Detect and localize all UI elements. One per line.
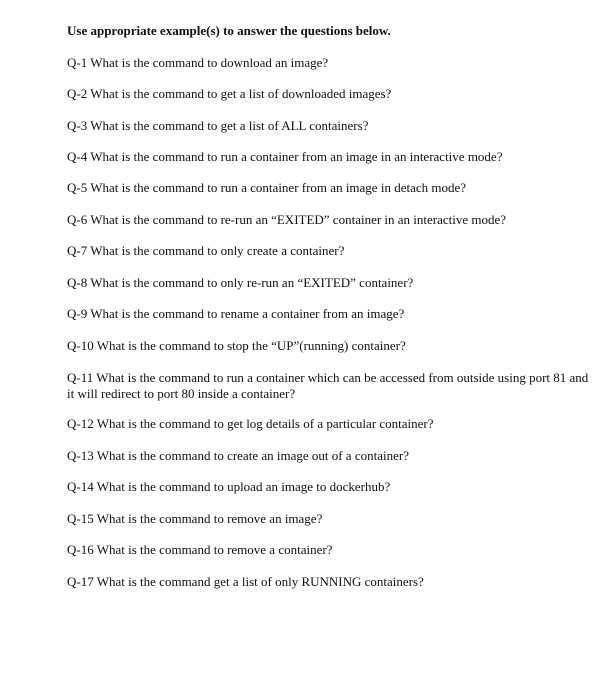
question-3: Q-3 What is the command to get a list of ALL containers?: [67, 118, 369, 133]
question-13: Q-13 What is the command to create an image out of a container?: [67, 448, 409, 463]
question-12: Q-12 What is the command to get log details of a particular container?: [67, 416, 434, 431]
question-14: Q-14 What is the command to upload an image to dockerhub?: [67, 479, 391, 494]
question-17: Q-17 What is the command get a list of only RUNNING containers?: [67, 574, 424, 589]
question-1: Q-1 What is the command to download an image?: [67, 55, 329, 70]
instructions-heading: Use appropriate example(s) to answer the questions below.: [67, 23, 391, 38]
question-5: Q-5 What is the command to run a container from an image in detach mode?: [67, 180, 467, 195]
question-7: Q-7 What is the command to only create a container?: [67, 243, 345, 258]
question-15: Q-15 What is the command to remove an image?: [67, 511, 323, 526]
question-9: Q-9 What is the command to rename a container from an image?: [67, 306, 405, 321]
question-6: Q-6 What is the command to re-run an “EXITED” container in an interactive mode?: [67, 212, 507, 227]
question-11: Q-11 What is the command to run a container which can be accessed from outside using port 81 and it will redirect to port 80 inside a container?: [67, 370, 589, 401]
question-4: Q-4 What is the command to run a container from an image in an interactive mode?: [67, 149, 503, 164]
question-10: Q-10 What is the command to stop the “UP”(running) container?: [67, 338, 406, 353]
question-8: Q-8 What is the command to only re-run an “EXITED” container?: [67, 275, 414, 290]
question-2: Q-2 What is the command to get a list of downloaded images?: [67, 86, 392, 101]
question-16: Q-16 What is the command to remove a container?: [67, 542, 333, 557]
